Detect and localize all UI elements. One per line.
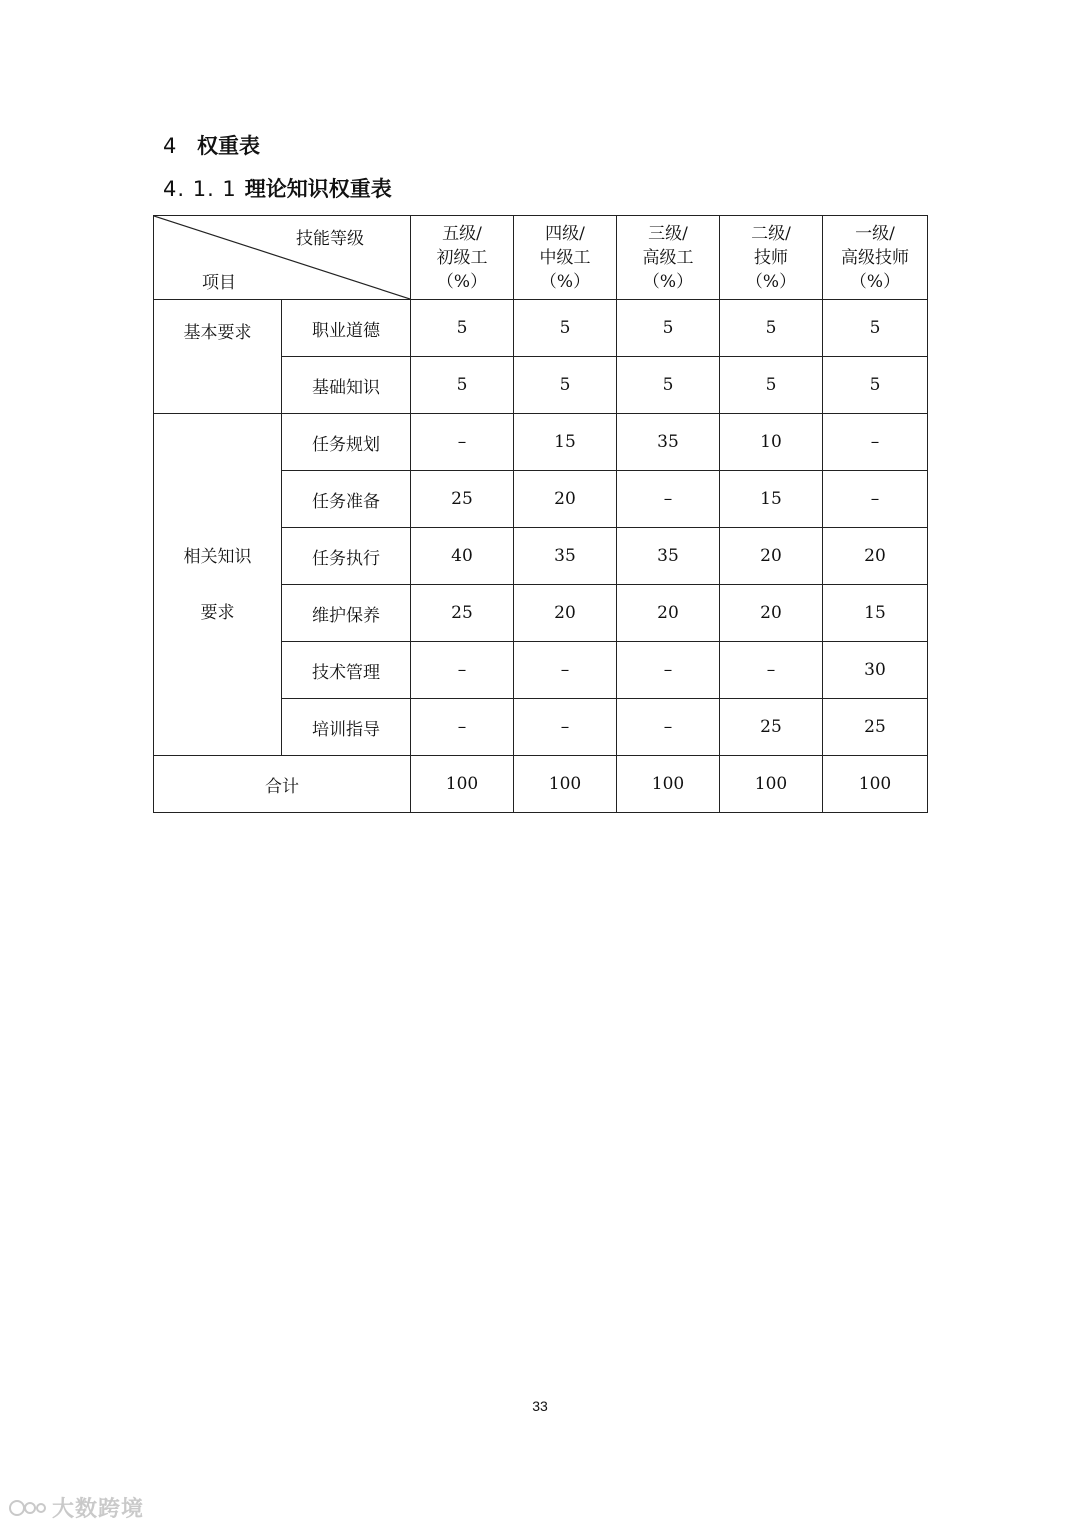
section-number: 4 xyxy=(163,134,177,158)
table-row xyxy=(154,414,928,471)
value-cell: 5 xyxy=(617,300,720,357)
total-value: 100 xyxy=(411,756,514,813)
section-heading xyxy=(163,130,260,160)
watermark xyxy=(8,1492,144,1523)
value-cell: 20 xyxy=(514,471,617,528)
page-number: 33 xyxy=(532,1398,548,1414)
value-cell: – xyxy=(514,699,617,756)
value-cell: 20 xyxy=(720,528,823,585)
value-cell: – xyxy=(411,699,514,756)
value-cell: 5 xyxy=(411,300,514,357)
value-cell: 5 xyxy=(514,357,617,414)
item-cell: 任务规划 xyxy=(282,414,411,471)
item-cell: 基础知识 xyxy=(282,357,411,414)
item-cell: 技术管理 xyxy=(282,642,411,699)
subsection-title: 理论知识权重表 xyxy=(244,177,392,201)
value-cell: 5 xyxy=(823,300,928,357)
value-cell: – xyxy=(720,642,823,699)
total-label: 合计 xyxy=(154,756,411,813)
table-row xyxy=(154,300,928,357)
item-cell: 维护保养 xyxy=(282,585,411,642)
value-cell: 10 xyxy=(720,414,823,471)
header-row xyxy=(154,216,928,300)
subsection-number: 4. 1. 1 xyxy=(163,177,237,201)
group-label-basic: 基本要求 xyxy=(154,300,282,414)
level-header-3: 三级/ 高级工 （%） xyxy=(617,216,720,300)
value-cell: – xyxy=(823,414,928,471)
value-cell: 25 xyxy=(720,699,823,756)
value-cell: 25 xyxy=(823,699,928,756)
value-cell: – xyxy=(514,642,617,699)
subsection-heading xyxy=(163,173,392,203)
level-header-4: 四级/ 中级工 （%） xyxy=(514,216,617,300)
value-cell: 5 xyxy=(514,300,617,357)
value-cell: 35 xyxy=(514,528,617,585)
diagonal-line xyxy=(154,216,410,299)
value-cell: – xyxy=(823,471,928,528)
corner-header-cell xyxy=(154,216,411,300)
total-value: 100 xyxy=(720,756,823,813)
value-cell: – xyxy=(617,699,720,756)
level-header-2: 二级/ 技师 （%） xyxy=(720,216,823,300)
watermark-logo-icon xyxy=(8,1497,48,1519)
value-cell: 25 xyxy=(411,585,514,642)
item-cell: 培训指导 xyxy=(282,699,411,756)
value-cell: 5 xyxy=(411,357,514,414)
total-value: 100 xyxy=(823,756,928,813)
value-cell: 25 xyxy=(411,471,514,528)
watermark-text: 大数跨境 xyxy=(52,1497,145,1522)
value-cell: – xyxy=(617,642,720,699)
value-cell: 30 xyxy=(823,642,928,699)
item-cell: 职业道德 xyxy=(282,300,411,357)
value-cell: 15 xyxy=(823,585,928,642)
item-cell: 任务准备 xyxy=(282,471,411,528)
value-cell: 5 xyxy=(823,357,928,414)
value-cell: 40 xyxy=(411,528,514,585)
weight-table xyxy=(153,215,928,813)
value-cell: 5 xyxy=(720,357,823,414)
value-cell: 35 xyxy=(617,528,720,585)
value-cell: 15 xyxy=(720,471,823,528)
value-cell: 5 xyxy=(617,357,720,414)
value-cell: 15 xyxy=(514,414,617,471)
value-cell: – xyxy=(411,414,514,471)
value-cell: 20 xyxy=(823,528,928,585)
item-cell: 任务执行 xyxy=(282,528,411,585)
value-cell: – xyxy=(617,471,720,528)
value-cell: 20 xyxy=(514,585,617,642)
corner-top-label: 技能等级 xyxy=(296,229,364,249)
value-cell: – xyxy=(411,642,514,699)
total-value: 100 xyxy=(617,756,720,813)
value-cell: 35 xyxy=(617,414,720,471)
value-cell: 5 xyxy=(720,300,823,357)
group-label-related: 相关知识 要求 xyxy=(154,414,282,756)
level-header-1: 一级/ 高级技师 （%） xyxy=(823,216,928,300)
section-title: 权重表 xyxy=(197,134,260,158)
total-row xyxy=(154,756,928,813)
value-cell: 20 xyxy=(617,585,720,642)
total-value: 100 xyxy=(514,756,617,813)
corner-bottom-label: 项目 xyxy=(202,273,236,293)
level-header-5: 五级/ 初级工 （%） xyxy=(411,216,514,300)
value-cell: 20 xyxy=(720,585,823,642)
